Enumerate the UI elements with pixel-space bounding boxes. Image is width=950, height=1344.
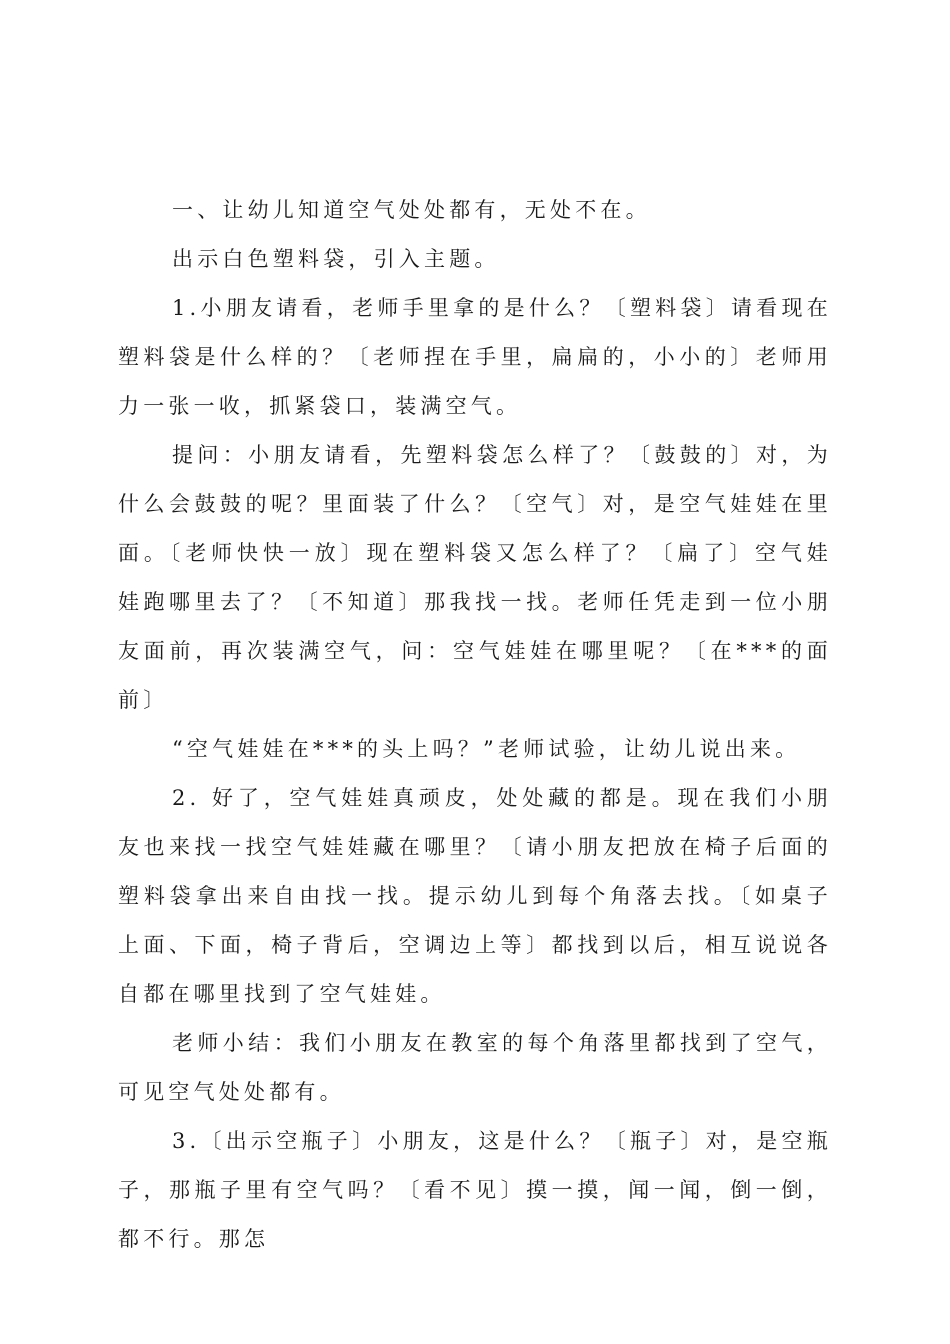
paragraph-section-heading: 一、让幼儿知道空气处处都有，无处不在。 bbox=[172, 198, 651, 222]
paragraph-quote: “空气娃娃在***的头上吗？”老师试验，让幼儿说出来。 bbox=[172, 737, 801, 761]
document-body bbox=[118, 186, 832, 1264]
paragraph-summary: 老师小结：我们小朋友在教室的每个角落里都找到了空气，可见空气处处都有。 bbox=[118, 1031, 832, 1104]
paragraph-step-3: 3.〔出示空瓶子〕小朋友，这是什么？〔瓶子〕对，是空瓶子，那瓶子里有空气吗？〔看不见〕摸一摸，闻一闻，倒一倒，都不行。那怎 bbox=[118, 1129, 832, 1251]
paragraph-step-2: 2. 好了，空气娃娃真顽皮，处处藏的都是。现在我们小朋友也来找一找空气娃娃藏在哪里？〔请小朋友把放在椅子后面的塑料袋拿出来自由找一找。提示幼儿到每个角落去找。〔如桌子上面、下面，椅子背后，空调边上等〕都找到以后，相互说说各自都在哪里找到了空气娃娃。 bbox=[118, 786, 832, 1006]
paragraph-question: 提问：小朋友请看，先塑料袋怎么样了？〔鼓鼓的〕对，为什么会鼓鼓的呢？里面装了什么？〔空气〕对，是空气娃娃在里面。〔老师快快一放〕现在塑料袋又怎么样了？〔扁了〕空气娃娃跑哪里去了？〔不知道〕那我找一找。老师任凭走到一位小朋友面前，再次装满空气，问：空气娃娃在哪里呢？〔在***的面前〕 bbox=[118, 443, 832, 712]
paragraph-step-1: 1.小朋友请看，老师手里拿的是什么？〔塑料袋〕请看现在塑料袋是什么样的？〔老师捏在手里，扁扁的，小小的〕老师用力一张一收，抓紧袋口，装满空气。 bbox=[118, 296, 832, 418]
paragraph-intro: 出示白色塑料袋，引入主题。 bbox=[172, 247, 500, 271]
